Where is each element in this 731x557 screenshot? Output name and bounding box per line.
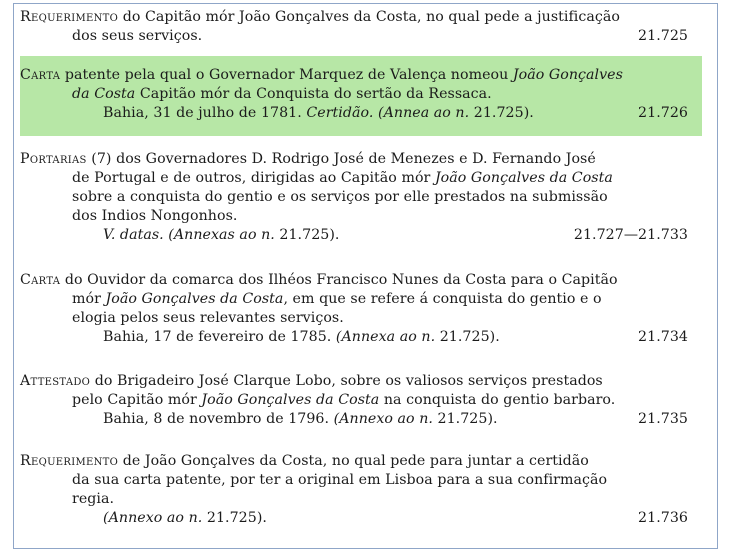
entry-ref: 21.725). bbox=[274, 227, 340, 243]
entry-number: 21.726 bbox=[638, 105, 688, 121]
entry-line bbox=[20, 271, 702, 290]
entry-text: regia. bbox=[72, 491, 115, 507]
entry-note-italic: (Annexo ao n. bbox=[333, 411, 433, 427]
entry-text: do Ouvidor da comarca dos Ilhéos Francisco Nunes da Costa para o Capitão bbox=[60, 272, 618, 288]
entry-line bbox=[20, 509, 702, 528]
entry-ref: 21.725). bbox=[469, 105, 534, 121]
entry-note-italic: Certidão. (Annea ao n. bbox=[306, 105, 470, 121]
entry-name-italic: João Gonçalves da Costa bbox=[434, 170, 613, 186]
catalog-entry-highlighted bbox=[20, 56, 702, 136]
entry-text: pelo Capitão mór bbox=[72, 392, 202, 408]
entry-note-italic: (Annexo ao n. bbox=[103, 510, 203, 526]
entry-lead: Requerimento bbox=[20, 453, 119, 469]
entry-ref: 21.725). bbox=[202, 510, 267, 526]
entry-name-italic: da Costa bbox=[72, 86, 136, 102]
entry-text: de Portugal e de outros, dirigidas ao Capitão mór bbox=[72, 170, 435, 186]
entry-line bbox=[20, 8, 702, 27]
entry-text: patente pela qual o Governador Marquez de Valença nomeou bbox=[60, 67, 513, 83]
catalog-entry bbox=[20, 372, 702, 429]
entry-text: da sua carta patente, por ter a original em Lisboa para a sua confirmação bbox=[72, 472, 608, 488]
entry-number: 21.736 bbox=[638, 510, 688, 526]
catalog-entry bbox=[20, 8, 702, 46]
entry-line bbox=[20, 104, 702, 123]
entry-line bbox=[20, 85, 702, 104]
entry-number: 21.735 bbox=[638, 411, 688, 427]
entry-line bbox=[20, 27, 702, 46]
entry-number: 21.725 bbox=[638, 28, 688, 44]
entry-lead: Portarias bbox=[20, 151, 87, 167]
entry-line bbox=[20, 490, 702, 509]
entry-lead: Carta bbox=[20, 67, 61, 83]
entry-lead: Requerimento bbox=[20, 9, 119, 25]
entry-number: 21.734 bbox=[638, 329, 688, 345]
entry-text: de João Gonçalves da Costa, no qual pede para juntar a certidão bbox=[118, 453, 589, 469]
entry-text: na conquista do gentio barbaro. bbox=[379, 392, 616, 408]
entry-number: 21.727—21.733 bbox=[573, 227, 688, 243]
entry-line bbox=[20, 391, 702, 410]
entry-text: Capitão mór da Conquista do sertão da Ressaca. bbox=[135, 86, 492, 102]
entry-line bbox=[20, 207, 702, 226]
catalog-entry bbox=[20, 271, 702, 347]
entry-text: dos Indios Nongonhos. bbox=[72, 208, 238, 224]
entry-text: do Capitão mór João Gonçalves da Costa, no qual pede a justificação bbox=[118, 9, 620, 25]
catalog-entry bbox=[20, 452, 702, 528]
entry-text: dos seus serviços. bbox=[72, 28, 203, 44]
entry-line bbox=[20, 471, 702, 490]
entry-text: , em que se refere á conquista do gentio e o bbox=[283, 291, 602, 307]
entry-note-italic: (Annexa ao n. bbox=[335, 329, 436, 345]
entry-line bbox=[20, 150, 702, 169]
entry-note-italic: V. datas. (Annexas ao n. bbox=[103, 227, 275, 243]
entry-line bbox=[20, 309, 702, 328]
entry-lead: Attestado bbox=[20, 373, 91, 389]
entry-date: Bahia, 8 de novembro de 1796. bbox=[103, 411, 334, 427]
entry-line bbox=[20, 169, 702, 188]
entry-line bbox=[20, 328, 702, 347]
entry-ref: 21.725). bbox=[435, 329, 500, 345]
entry-line bbox=[20, 188, 702, 207]
entry-line bbox=[20, 66, 702, 85]
entry-lead: Carta bbox=[20, 272, 61, 288]
entry-line bbox=[20, 226, 702, 245]
entry-text: mór bbox=[72, 291, 106, 307]
entry-date: Bahia, 17 de fevereiro de 1785. bbox=[103, 329, 336, 345]
entry-date: Bahia, 31 de julho de 1781. bbox=[103, 105, 307, 121]
entry-text: do Brigadeiro José Clarque Lobo, sobre os valiosos serviços prestados bbox=[90, 373, 603, 389]
entry-line bbox=[20, 290, 702, 309]
entry-line bbox=[20, 452, 702, 471]
entry-text: elogia pelos seus relevantes serviços. bbox=[72, 310, 344, 326]
entry-line bbox=[20, 372, 702, 391]
entry-text: (7) dos Governadores D. Rodrigo José de Menezes e D. Fernando José bbox=[86, 151, 596, 167]
entry-ref: 21.725). bbox=[432, 411, 498, 427]
catalog-entry bbox=[20, 150, 702, 245]
entry-name-italic: João Gonçalves bbox=[512, 67, 623, 83]
entry-text: sobre a conquista do gentio e os serviços por elle prestados na submissão bbox=[72, 189, 608, 205]
entry-name-italic: João Gonçalves da Costa bbox=[201, 392, 380, 408]
entry-line bbox=[20, 410, 702, 429]
entry-name-italic: João Gonçalves da Costa bbox=[105, 291, 284, 307]
